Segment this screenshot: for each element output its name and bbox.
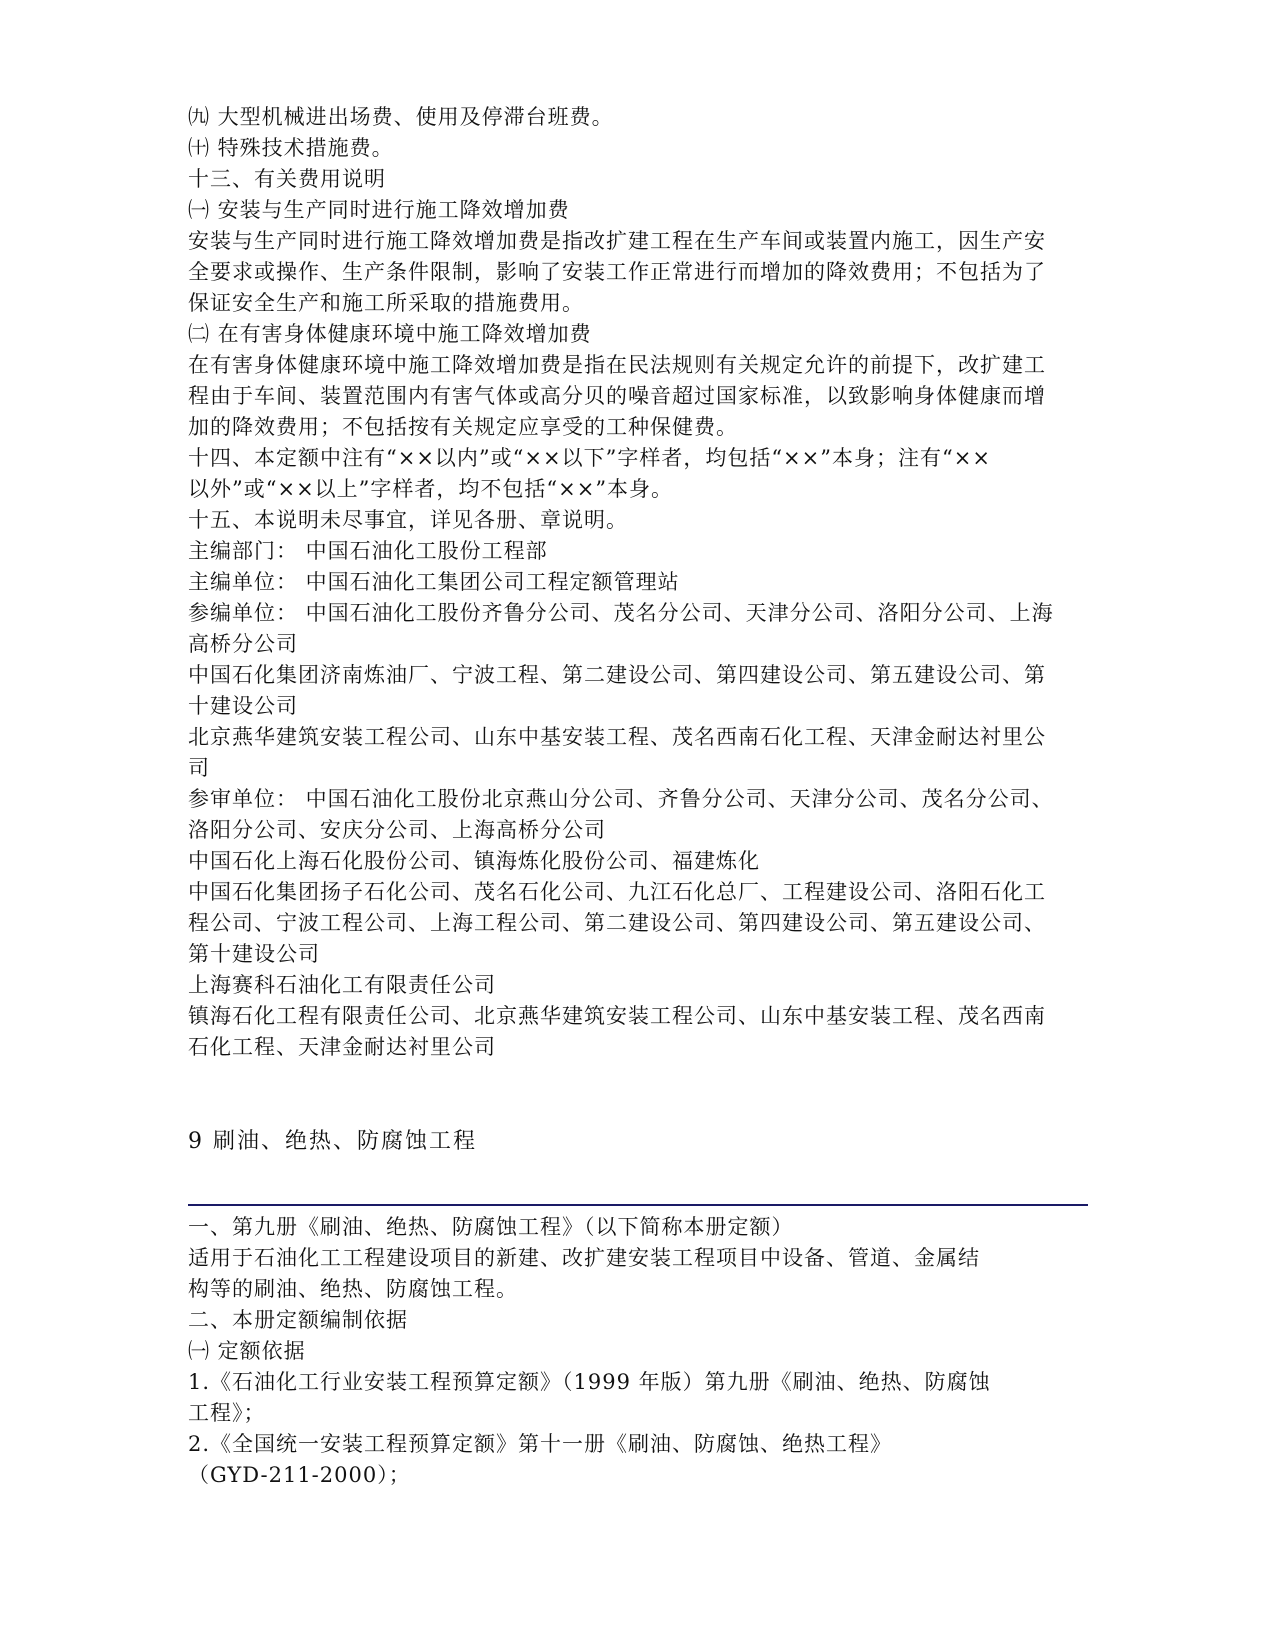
- text-line: 构等的刷油、绝热、防腐蚀工程。: [188, 1277, 518, 1301]
- text-line: 石化工程、天津金耐达衬里公司: [188, 1035, 496, 1059]
- editor-unit: 主编单位： 中国石油化工集团公司工程定额管理站: [188, 570, 680, 594]
- text-line: 高桥分公司: [188, 632, 298, 656]
- text-line: 工程》；: [188, 1401, 266, 1425]
- text-line: 上海赛科石油化工有限责任公司: [188, 973, 496, 997]
- text-line: 加的降效费用；不包括按有关规定应享受的工种保健费。: [188, 415, 738, 439]
- chapter-heading: 9 刷油、绝热、防腐蚀工程: [188, 1129, 477, 1154]
- text-line: 中国石化集团扬子石化公司、茂名石化公司、九江石化总厂、工程建设公司、洛阳石化工: [188, 880, 1046, 904]
- text-line: 以外”或“××以上”字样者，均不包括“××”本身。: [188, 477, 674, 501]
- text-line: 十建设公司: [188, 694, 298, 718]
- text-line: 1.《石油化工行业安装工程预算定额》（1999 年版）第九册《刷油、绝热、防腐蚀: [188, 1370, 991, 1394]
- subsection-heading: ㈠ 定额依据: [188, 1339, 306, 1363]
- editor-department: 主编部门： 中国石油化工股份工程部: [188, 539, 548, 563]
- subsection-heading: ㈠ 安装与生产同时进行施工降效增加费: [188, 198, 570, 222]
- text-line: 中国石化集团济南炼油厂、宁波工程、第二建设公司、第四建设公司、第五建设公司、第: [188, 663, 1046, 687]
- section-heading: 一、第九册《刷油、绝热、防腐蚀工程》（以下简称本册定额）: [188, 1215, 794, 1239]
- text-line: ㈨ 大型机械进出场费、使用及停滞台班费。: [188, 105, 614, 129]
- document-body-top: [188, 102, 1088, 1063]
- text-line: 中国石化上海石化股份公司、镇海炼化股份公司、福建炼化: [188, 849, 760, 873]
- text-line: 洛阳分公司、安庆分公司、上海高桥分公司: [188, 818, 606, 842]
- text-line: 保证安全生产和施工所采取的措施费用。: [188, 291, 584, 315]
- text-line: 北京燕华建筑安装工程公司、山东中基安装工程、茂名西南石化工程、天津金耐达衬里公: [188, 725, 1046, 749]
- section-heading: 二、本册定额编制依据: [188, 1308, 408, 1332]
- text-line: 安装与生产同时进行施工降效增加费是指改扩建工程在生产车间或装置内施工，因生产安: [188, 229, 1046, 253]
- subsection-heading: ㈡ 在有害身体健康环境中施工降效增加费: [188, 322, 592, 346]
- text-line: 程公司、宁波工程公司、上海工程公司、第二建设公司、第四建设公司、第五建设公司、: [188, 911, 1046, 935]
- text-line: 程由于车间、装置范围内有害气体或高分贝的噪音超过国家标准，以致影响身体健康而增: [188, 384, 1046, 408]
- text-line: ㈩ 特殊技术措施费。: [188, 136, 394, 160]
- text-line: 司: [188, 756, 210, 780]
- horizontal-divider: [188, 1204, 1088, 1206]
- reviewing-units: 参审单位： 中国石油化工股份北京燕山分公司、齐鲁分公司、天津分公司、茂名分公司、: [188, 787, 1054, 811]
- text-line: 2.《全国统一安装工程预算定额》第十一册《刷油、防腐蚀、绝热工程》: [188, 1432, 893, 1456]
- text-line: 第十建设公司: [188, 942, 320, 966]
- document-body-bottom: [188, 1212, 1088, 1491]
- text-line: （GYD-211-2000）；: [188, 1463, 411, 1487]
- section-heading: 十三、有关费用说明: [188, 167, 386, 191]
- text-line: 十四、本定额中注有“××以内”或“××以下”字样者，均包括“××”本身；注有“××: [188, 446, 991, 470]
- participating-units: 参编单位： 中国石油化工股份齐鲁分公司、茂名分公司、天津分公司、洛阳分公司、上海: [188, 601, 1054, 625]
- text-line: 适用于石油化工工程建设项目的新建、改扩建安装工程项目中设备、管道、金属结: [188, 1246, 980, 1270]
- text-line: 在有害身体健康环境中施工降效增加费是指在民法规则有关规定允许的前提下，改扩建工: [188, 353, 1046, 377]
- text-line: 十五、本说明未尽事宜，详见各册、章说明。: [188, 508, 628, 532]
- text-line: 全要求或操作、生产条件限制，影响了安装工作正常进行而增加的降效费用；不包括为了: [188, 260, 1046, 284]
- text-line: 镇海石化工程有限责任公司、北京燕华建筑安装工程公司、山东中基安装工程、茂名西南: [188, 1004, 1046, 1028]
